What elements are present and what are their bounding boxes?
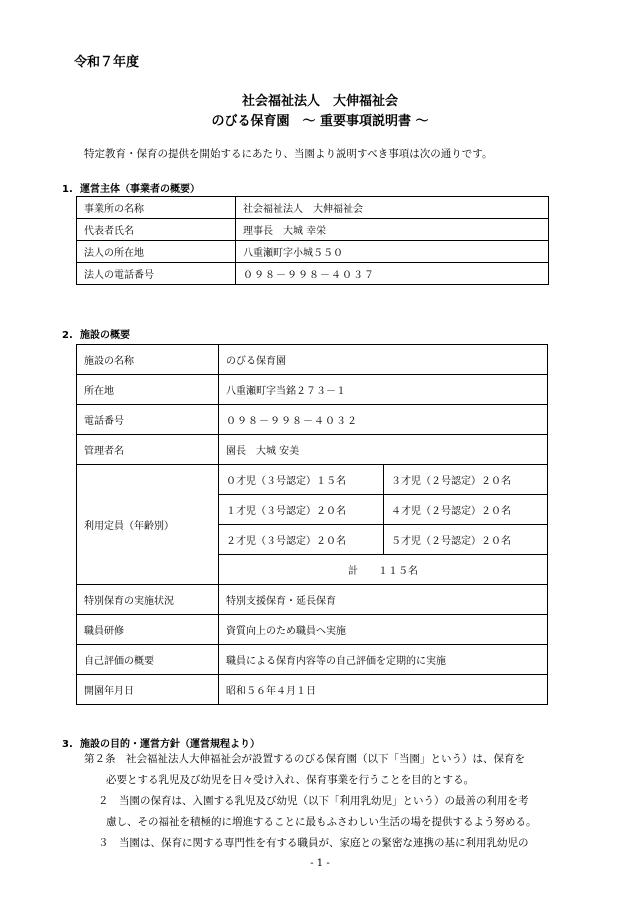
table-row — [77, 219, 549, 241]
operator-value: ０９８－９９８－４０３７ — [236, 263, 549, 285]
section2-heading — [62, 326, 130, 341]
table-row — [77, 645, 548, 675]
facility-label: 開園年月日 — [77, 675, 219, 705]
operator-value: 八重瀬町字小城５５０ — [236, 241, 549, 263]
table-row — [77, 405, 548, 435]
operator-label: 法人の電話番号 — [77, 263, 236, 285]
facility-value: 園長 大城 安美 — [219, 435, 548, 465]
intro-text: 特定教育・保育の提供を開始するにあたり、当園より説明すべき事項は次の通りです。 — [84, 148, 493, 160]
operator-value: 理事長 大城 幸栄 — [236, 219, 549, 241]
section2-title: 施設の概要 — [80, 330, 130, 341]
table-row — [77, 241, 549, 263]
paragraph-line: 慮し、その福祉を積極的に増進することに最もふさわしい生活の場を提供するよう努める。 — [106, 816, 537, 828]
facility-table — [76, 344, 548, 705]
table-row — [77, 435, 548, 465]
capacity-cell: １才児（３号認定）２０名 — [219, 495, 384, 525]
table-row — [77, 197, 549, 219]
fiscal-year: 令和７年度 — [74, 55, 140, 70]
capacity-cell: ３才児（２号認定）２０名 — [384, 465, 548, 495]
facility-label: 電話番号 — [77, 405, 219, 435]
facility-value: 昭和５６年４月１日 — [219, 675, 548, 705]
operator-label: 代表者氏名 — [77, 219, 236, 241]
facility-label: 自己評価の概要 — [77, 645, 219, 675]
table-row — [77, 345, 548, 375]
title-document: のびる保育園 ～ 重要事項説明書 ～ — [211, 114, 429, 129]
capacity-cell: ０才児（３号認定）１５名 — [219, 465, 384, 495]
capacity-cell: ２才児（３号認定）２０名 — [219, 525, 384, 555]
section1-heading — [62, 180, 200, 195]
capacity-label: 利用定員（年齢別） — [77, 465, 219, 585]
facility-value: ０９８－９９８－４０３２ — [219, 405, 548, 435]
facility-value: 特別支援保育・延長保育 — [219, 585, 548, 615]
operator-table — [76, 196, 549, 285]
section3-title: 施設の目的・運営方針（運営規程より） — [80, 739, 260, 750]
facility-label: 特別保育の実施状況 — [77, 585, 219, 615]
facility-label: 施設の名称 — [77, 345, 219, 375]
title-organization: 社会福祉法人 大伸福祉会 — [241, 94, 398, 109]
paragraph-line: ２ 当園の保育は、入園する乳児及び幼児（以下「利用乳幼児」という）の最善の利用を考 — [98, 795, 529, 807]
section3-number: 3. — [62, 739, 73, 750]
capacity-cell: ４才児（２号認定）２０名 — [384, 495, 548, 525]
section3-heading — [62, 735, 260, 750]
table-row — [77, 465, 548, 495]
operator-value: 社会福祉法人 大伸福祉会 — [236, 197, 549, 219]
operator-label: 法人の所在地 — [77, 241, 236, 263]
facility-label: 職員研修 — [77, 615, 219, 645]
facility-value: 資質向上のため職員へ実施 — [219, 615, 548, 645]
facility-value: 八重瀬町字当銘２７３－１ — [219, 375, 548, 405]
section1-title: 運営主体（事業者の概要） — [80, 184, 200, 195]
paragraph-line: 第２条 社会福祉法人大伸福祉会が設置するのびる保育園（以下「当園」という）は、保育を — [84, 753, 525, 765]
facility-label: 所在地 — [77, 375, 219, 405]
table-row — [77, 675, 548, 705]
facility-value: のびる保育園 — [219, 345, 548, 375]
table-row — [77, 585, 548, 615]
table-row — [77, 263, 549, 285]
section1-number: 1. — [62, 184, 73, 195]
facility-label: 管理者名 — [77, 435, 219, 465]
facility-value: 職員による保育内容等の自己評価を定期的に実施 — [219, 645, 548, 675]
paragraph-line: 必要とする乳児及び幼児を日々受け入れ、保育事業を行うことを目的とする。 — [106, 774, 475, 786]
table-row — [77, 375, 548, 405]
table-row — [77, 615, 548, 645]
capacity-total: 計 １１５名 — [219, 555, 548, 585]
operator-label: 事業所の名称 — [77, 197, 236, 219]
paragraph-line: ３ 当園は、保育に関する専門性を有する職員が、家庭との緊密な連携の基に利用乳幼児の — [98, 837, 529, 849]
capacity-cell: ５才児（２号認定）２０名 — [384, 525, 548, 555]
page-number: - 1 - — [310, 858, 330, 869]
section2-number: 2. — [62, 330, 73, 341]
